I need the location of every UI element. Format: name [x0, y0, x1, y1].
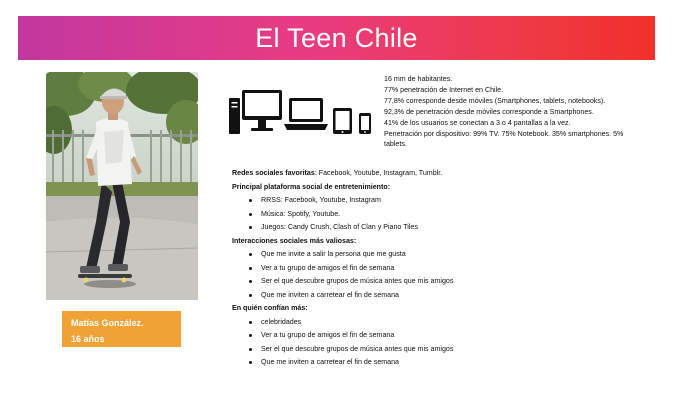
redes-value: : Facebook, Youtube, Instagram, Tumblr. [314, 169, 443, 177]
list-item: Ser el que descubre grupos de música antes que mis amigos [232, 343, 652, 357]
list-item: Ser el que descubre grupos de música antes que mis amigos [232, 275, 652, 289]
stats-block [384, 74, 646, 150]
list-item: celebridades [232, 316, 652, 330]
tablet-icon [333, 108, 352, 134]
skateboarder-image [46, 72, 198, 300]
list-item: Música: Spotify, Youtube. [232, 208, 652, 222]
redes-sociales-line [232, 167, 652, 181]
redes-label: Redes sociales favoritas [232, 169, 315, 177]
section-heading-plataforma: Principal plataforma social de entretenimiento: [232, 182, 391, 191]
laptop-icon [284, 98, 328, 130]
stat-line: Penetración por dispositivo: 99% TV. 75% Notebook. 35% smartphones. 5% tablets. [384, 129, 624, 149]
list-item: Que me inviten a carretear el fin de semana [232, 289, 652, 303]
smartphone-icon [359, 113, 371, 134]
teen-skateboarder-photo [46, 72, 198, 300]
profile-name: Matías González. [71, 318, 144, 328]
desktop-computer-icon [229, 90, 282, 134]
profile-age: 16 años [71, 334, 105, 344]
profile-details [232, 167, 652, 370]
title-banner [18, 16, 655, 60]
interacciones-list [232, 248, 652, 302]
list-item: Ver a tu grupo de amigos el fin de semana [232, 329, 652, 343]
devices-icons [229, 88, 375, 136]
section-heading-interacciones: Interacciones sociales más valiosas: [232, 236, 357, 245]
stat-line: 77,8% corresponde desde móviles (Smartphones, tablets, notebooks). [384, 96, 606, 105]
list-item: Juegos: Candy Crush, Clash of Clan y Piano Tiles [232, 221, 652, 235]
confian-list [232, 316, 652, 370]
plataforma-list [232, 194, 652, 235]
stat-line: 77% penetración de Internet en Chile. [384, 85, 504, 94]
list-item: Que me inviten a carretear el fin de semana [232, 356, 652, 370]
profile-name-box [62, 311, 181, 347]
list-item: Ver a tu grupo de amigos el fin de semana [232, 262, 652, 276]
stat-line: 92,3% de penetración desde móviles corresponde a Smartphones. [384, 107, 594, 116]
slide-title: El Teen Chile [255, 22, 418, 53]
list-item: Que me invite a salir la persona que me gusta [232, 248, 652, 262]
stat-line: 41% de los usuarios se conectan a 3 o 4 pantallas a la vez. [384, 118, 571, 127]
list-item: RRSS: Facebook, Youtube, Instagram [232, 194, 652, 208]
stat-line: 16 mm de habitantes. [384, 75, 453, 83]
section-heading-confian: En quién confían más: [232, 304, 308, 312]
